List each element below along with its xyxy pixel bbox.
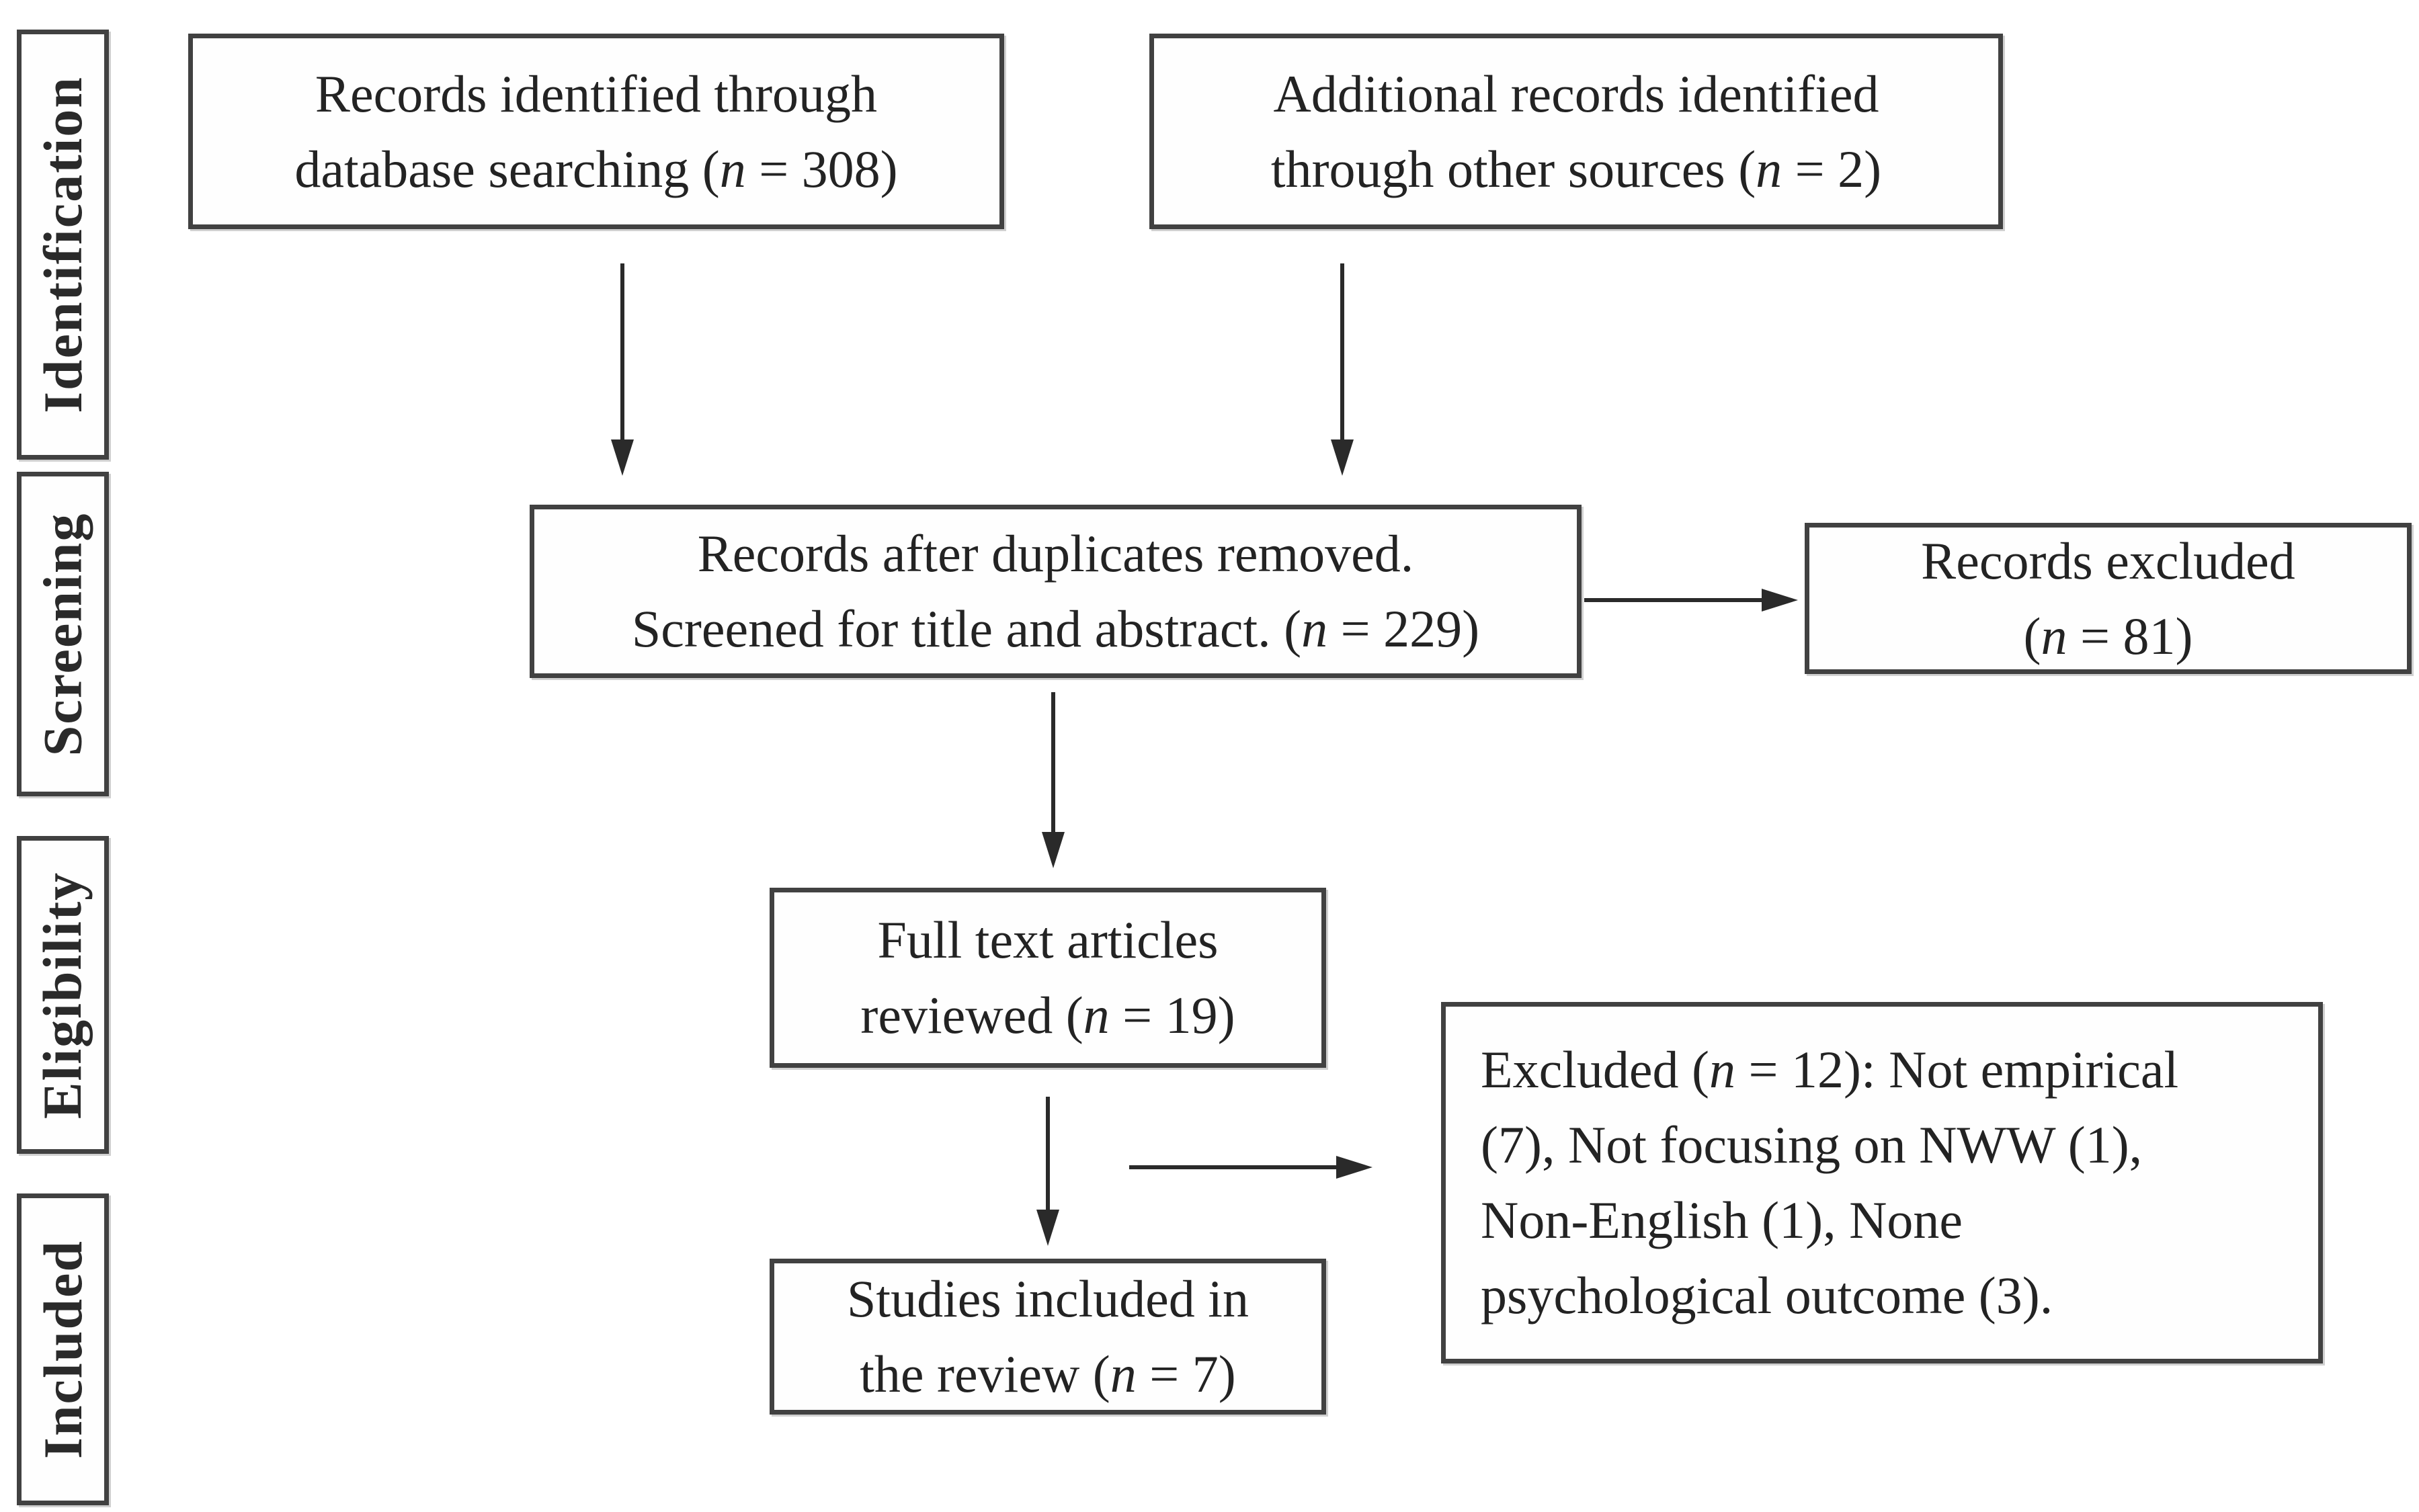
stage-box-eligibility xyxy=(17,836,109,1154)
n-value: n xyxy=(1756,139,1782,198)
additional-records-line1: Additional records identified xyxy=(1273,64,1879,123)
arrow-head xyxy=(1042,832,1065,868)
stage-box-identification xyxy=(17,30,109,460)
n-value: n xyxy=(1110,1345,1137,1403)
arrow-fulltext-to-included-icon xyxy=(1033,1097,1063,1246)
excluded-reasons-line3: Non-English (1), None xyxy=(1481,1191,1963,1249)
n-value: n xyxy=(2041,606,2067,665)
arrow-records-identified-down-icon xyxy=(608,263,637,476)
n-value: n xyxy=(719,139,746,198)
stage-label-screening: Screening xyxy=(32,512,93,756)
n-value: n xyxy=(1709,1040,1736,1099)
box-full-text-reviewed: Full text articles reviewed (n = 19) xyxy=(770,888,1326,1068)
box-additional-records: Additional records identified through other sources (n = 2) xyxy=(1149,34,2003,229)
stage-label-identification: Identification xyxy=(32,76,93,413)
n-value: n xyxy=(1301,599,1328,658)
arrow-head xyxy=(1331,439,1354,476)
n-value: n xyxy=(1083,986,1110,1044)
box-records-excluded: Records excluded (n = 81) xyxy=(1805,523,2412,674)
full-text-line1: Full text articles xyxy=(877,911,1219,969)
arrow-to-excluded-reasons-icon xyxy=(1129,1152,1372,1182)
box-records-identified: Records identified through database searching (n = 308) xyxy=(188,34,1004,229)
arrow-head xyxy=(611,439,634,476)
stage-label-eligibility: Eligibility xyxy=(32,871,93,1119)
stage-box-included xyxy=(17,1193,109,1505)
box-records-after-duplicates: Records after duplicates removed. Screened for title and abstract. (n = 229) xyxy=(530,505,1582,678)
arrow-head xyxy=(1036,1210,1059,1246)
arrow-to-records-excluded-icon xyxy=(1584,585,1798,615)
excluded-reasons-line2: (7), Not focusing on NWW (1), xyxy=(1481,1116,2143,1174)
stage-label-included: Included xyxy=(32,1240,93,1459)
arrow-head xyxy=(1762,589,1798,612)
excluded-reasons-line4: psychological outcome (3). xyxy=(1481,1266,2053,1325)
box-studies-included: Studies included in the review (n = 7) xyxy=(770,1259,1326,1415)
studies-included-line1: Studies included in xyxy=(847,1269,1249,1328)
box-excluded-reasons: Excluded (n = 12): Not empirical (7), Not focusing on NWW (1), Non-English (1), None psychological outcome (3). xyxy=(1441,1002,2323,1363)
arrow-screening-to-fulltext-icon xyxy=(1038,692,1068,868)
records-excluded-line1: Records excluded xyxy=(1921,531,2295,590)
stage-box-screening xyxy=(17,472,109,796)
arrow-head xyxy=(1336,1156,1372,1179)
records-identified-line1: Records identified through xyxy=(315,64,878,123)
arrow-additional-records-down-icon xyxy=(1327,263,1357,476)
after-duplicates-line1: Records after duplicates removed. xyxy=(697,524,1414,583)
